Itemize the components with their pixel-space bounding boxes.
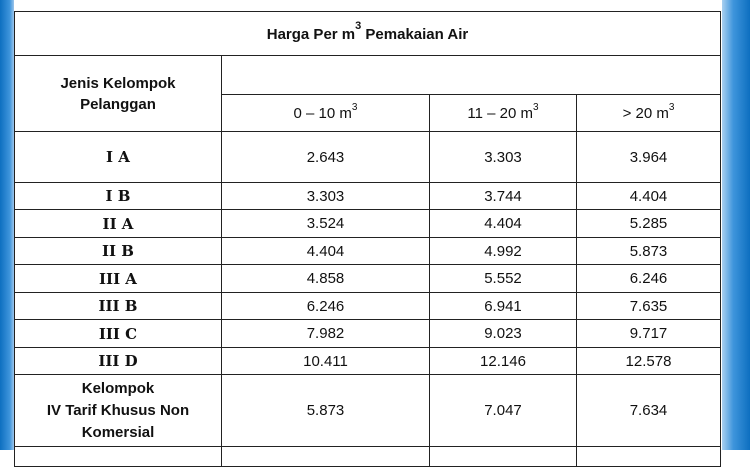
group-label: III D xyxy=(15,348,222,375)
price-cell: 3.964 xyxy=(577,132,721,183)
range-header-0-10 xyxy=(222,95,430,132)
price-cell: 5.285 xyxy=(577,210,721,238)
table-row xyxy=(15,293,721,320)
water-tariff-table xyxy=(14,11,721,467)
group-label: I B xyxy=(15,183,222,210)
table-row xyxy=(15,238,721,265)
range-header-text: 0 – 10 m xyxy=(293,105,352,122)
table-row xyxy=(15,132,721,183)
price-cell: 3.744 xyxy=(430,183,577,210)
title-text-before: Harga Per m xyxy=(266,26,356,43)
table-row-group-iv xyxy=(15,375,721,447)
title-superscript: 3 xyxy=(355,20,362,32)
price-cell: 12.578 xyxy=(577,348,721,375)
range-header-text: 11 – 20 m xyxy=(467,105,534,122)
price-cell: 9.023 xyxy=(430,320,577,348)
price-cell: 7.047 xyxy=(430,375,577,447)
price-cell: 4.404 xyxy=(577,183,721,210)
group-label-iv xyxy=(15,375,222,447)
price-cell: 10.411 xyxy=(222,348,430,375)
customer-group-header xyxy=(15,56,222,132)
group-label: II B xyxy=(15,238,222,265)
group-iv-line3: Komersial xyxy=(81,423,155,441)
range-header-11-20 xyxy=(430,95,577,132)
left-page-edge xyxy=(0,0,14,450)
table-row xyxy=(15,183,721,210)
price-cell: 3.303 xyxy=(222,183,430,210)
table-row xyxy=(15,210,721,238)
document-sheet xyxy=(14,0,722,450)
price-cell: 7.635 xyxy=(577,293,721,320)
header-blank-cell xyxy=(222,56,721,95)
right-page-edge xyxy=(722,0,750,450)
price-cell: 6.246 xyxy=(222,293,430,320)
customer-group-header-line1: Jenis Kelompok xyxy=(60,74,176,92)
range-header-sup: 3 xyxy=(668,102,675,113)
range-header-sup: 3 xyxy=(533,102,539,113)
price-cell: 2.643 xyxy=(222,132,430,183)
range-header-text: > 20 m xyxy=(622,105,669,122)
price-cell: 3.524 xyxy=(222,210,430,238)
range-header-sup: 3 xyxy=(351,102,358,113)
table-row xyxy=(15,320,721,348)
table-row xyxy=(15,265,721,293)
group-label: III C xyxy=(15,320,222,348)
price-cell: 5.873 xyxy=(222,375,430,447)
group-iv-line1: Kelompok xyxy=(81,379,155,397)
price-cell: 12.146 xyxy=(430,348,577,375)
price-cell: 3.303 xyxy=(430,132,577,183)
price-cell: 7.982 xyxy=(222,320,430,348)
group-iv-line2: IV Tarif Khusus Non xyxy=(46,401,190,419)
price-cell: 6.941 xyxy=(430,293,577,320)
table-title xyxy=(15,12,721,56)
group-label: III A xyxy=(15,265,222,293)
group-label: II A xyxy=(15,210,222,238)
range-header-over-20 xyxy=(577,95,721,132)
price-cell: 9.717 xyxy=(577,320,721,348)
price-cell: 6.246 xyxy=(577,265,721,293)
table-row xyxy=(15,348,721,375)
group-label: III B xyxy=(15,293,222,320)
price-cell: 7.634 xyxy=(577,375,721,447)
title-text-after: Pemakaian Air xyxy=(361,26,469,43)
price-cell: 4.992 xyxy=(430,238,577,265)
group-label: I A xyxy=(15,132,222,183)
price-cell: 4.858 xyxy=(222,265,430,293)
customer-group-header-line2: Pelanggan xyxy=(80,95,156,113)
price-cell: 4.404 xyxy=(222,238,430,265)
price-cell: 5.873 xyxy=(577,238,721,265)
price-cell: 5.552 xyxy=(430,265,577,293)
price-cell: 4.404 xyxy=(430,210,577,238)
